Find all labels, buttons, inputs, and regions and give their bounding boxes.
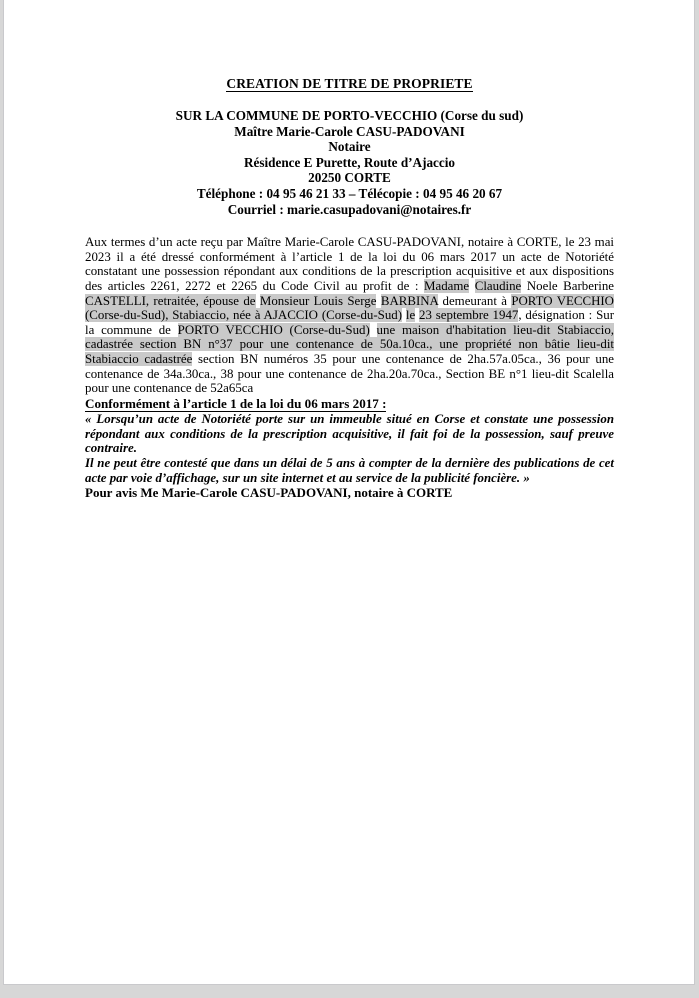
letterhead-phone: Téléphone : 04 95 46 21 33 – Télécopie : 04 95 46 20 67 xyxy=(196,185,503,201)
highlight-commune-porto-vecchio: PORTO VECCHIO (Corse-du-Sud) xyxy=(177,322,370,337)
highlight-madame: Madame xyxy=(424,278,470,293)
notary-act-paragraph xyxy=(85,235,614,396)
designation-intro-text: , désignation : Sur la commune de xyxy=(85,308,614,337)
highlight-residence-birthplace: PORTO VECCHIO (Corse-du-Sud), Stabiaccio, née à AJACCIO (Corse-du-Sud) xyxy=(85,293,614,323)
letterhead-commune: SUR LA COMMUNE DE PORTO-VECCHIO (Corse du sud) xyxy=(175,108,524,123)
law-heading: Conformément à l’article 1 de la loi du 06 mars 2017 : xyxy=(85,395,387,411)
page-title-text: CREATION DE TITRE DE PROPRIETE xyxy=(226,76,473,91)
letterhead-block xyxy=(85,108,614,217)
highlight-barbina: BARBINA xyxy=(380,293,439,308)
residence-connector-text: demeurant à xyxy=(438,293,512,308)
letterhead-address: Résidence E Purette, Route d’Ajaccio xyxy=(243,154,456,170)
letterhead-email: Courriel : marie.casupadovani@notaires.fr xyxy=(227,201,472,217)
highlight-castelli-status: CASTELLI, retraitée, épouse de xyxy=(85,293,256,308)
body-block xyxy=(85,235,614,500)
given-names-text: Noele Barberine xyxy=(521,278,615,293)
act-intro-text: Aux termes d’un acte reçu par Maître Marie-Carole CASU-PADOVANI, notaire à CORTE, le 23 mai 2023 il a été dressé conformément à l’article 1 de la loi du 06 mars 2017 un acte de Notoriété constatant une possession répondant aux conditions de la prescription acquisitive et aux dispositions des articles 2261, 2272 et 2265 du Code Civil au profit de : xyxy=(85,235,614,293)
letterhead-city: 20250 CORTE xyxy=(308,170,391,186)
letterhead-role: Notaire xyxy=(328,139,371,155)
letterhead-notary-name: Maître Marie-Carole CASU-PADOVANI xyxy=(234,123,465,139)
law-quote-first: « Lorsqu’un acte de Notoriété porte sur un immeuble situé en Corse et constate une possession répondant aux conditions de la prescription acquisitive, il fait foi de la possession, sauf preuve contraire. xyxy=(85,412,614,456)
law-heading-paragraph xyxy=(85,396,614,413)
page-title xyxy=(85,0,614,92)
cadastral-parcels-text: section BN numéros 35 pour une contenance de 2ha.57a.05ca., 36 pour une contenance de 34a.30ca., 38 pour une contenance de 2ha.20a.70ca., Section BE n°1 lieu-dit Scalella pour une contenance de 52a65ca xyxy=(85,351,614,396)
highlight-monsieur-louis-serge: Monsieur Louis Serge xyxy=(259,293,377,308)
document-page xyxy=(3,0,695,985)
highlight-birthdate: 23 septembre 1947 xyxy=(419,308,519,323)
page-sheet xyxy=(4,0,694,500)
signoff-line: Pour avis Me Marie-Carole CASU-PADOVANI, notaire à CORTE xyxy=(85,485,453,501)
highlight-claudine: Claudine xyxy=(474,278,522,293)
highlight-property-description: une maison d'habitation lieu-dit Stabiaccio, cadastrée section BN n°37 pour une contenance de 50a.10ca., une propriété non bâtie lieu-dit Stabiaccio cadastrée xyxy=(85,322,614,366)
law-quote-second: Il ne peut être contesté que dans un délai de 5 ans à compter de la dernière des publications de cet acte par voie d’affichage, sur un site internet et au service de la publicité foncière. » xyxy=(85,455,614,485)
highlight-le: le xyxy=(405,308,416,323)
